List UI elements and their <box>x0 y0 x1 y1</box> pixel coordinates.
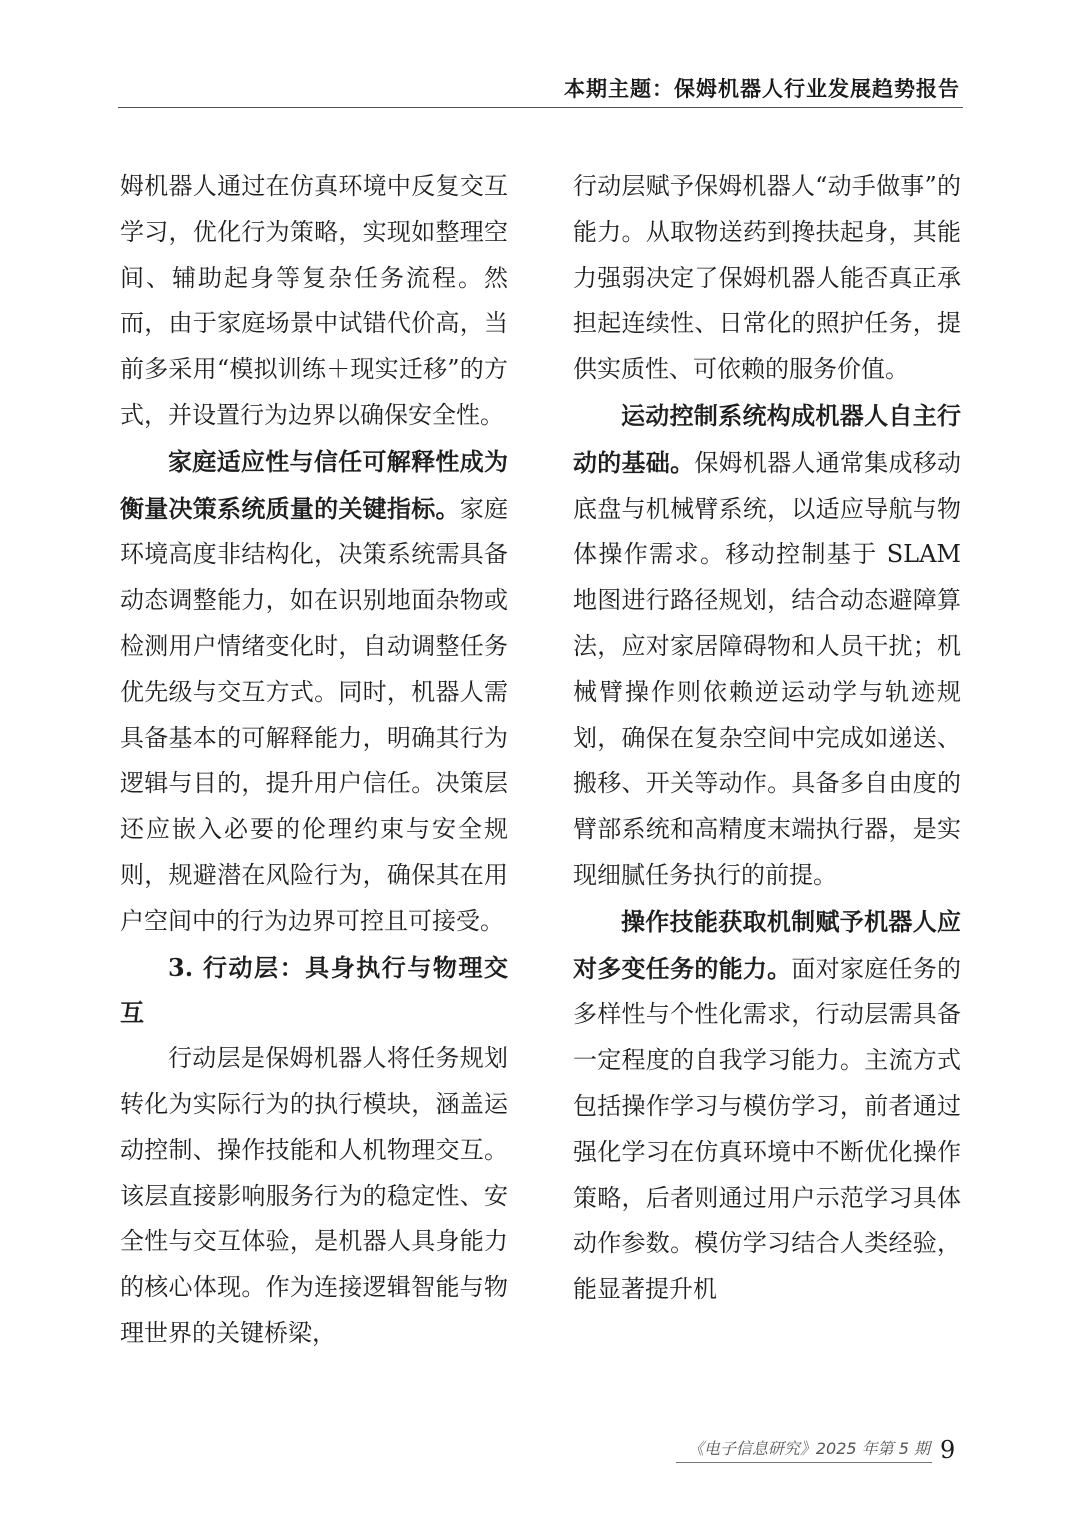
right-paragraph-2-lead: 运动控制系统构成机器人自主行动的基础。 <box>573 400 961 477</box>
header-divider <box>118 107 963 108</box>
left-paragraph-2-lead: 家庭适应性与信任可解释性成为衡量决策系统质量的关键指标。 <box>120 446 508 523</box>
page-number: 9 <box>940 1436 956 1464</box>
right-paragraph-3-lead: 操作技能获取机制赋予机器人应对多变任务的能力。 <box>573 906 961 983</box>
footer-divider <box>676 1462 932 1463</box>
right-paragraph-2 <box>573 393 961 899</box>
right-column <box>573 164 961 1313</box>
right-paragraph-3-body: 面对家庭任务的多样性与个性化需求，行动层需具备一定程度的自我学习能力。主流方式包括操作学习与模仿学习，前者通过强化学习在仿真环境中不断优化操作策略，后者则通过用户示范学习具体动作参数。模仿学习结合人类经验，能显著提升机 <box>573 954 962 1304</box>
right-paragraph-2-body: 保姆机器人通常集成移动底盘与机械臂系统，以适应导航与物体操作需求。移动控制基于 SLAM 地图进行路径规划，结合动态避障算法，应对家居障碍物和人员干扰；机械臂操作则依赖逆运动学与轨迹规划，确保在复杂空间中完成如递送、搬移、开关等动作。具备多自由度的臂部系统和高精度末端执行器，是实现细腻任务执行的前提。 <box>573 448 962 889</box>
left-column <box>120 164 508 1357</box>
footer-journal-info: 《电子信息研究》2025 年第 5 期 <box>687 1439 930 1458</box>
section-subheading: 3. 行动层：具身执行与物理交互 <box>120 952 508 1028</box>
left-paragraph-3: 行动层是保姆机器人将任务规划转化为实际行为的执行模块，涵盖运动控制、操作技能和人机物理交互。该层直接影响服务行为的稳定性、安全性与交互体验，是机器人具身能力的核心体现。作为连接逻辑智能与物理世界的关键桥梁， <box>120 1044 508 1347</box>
left-paragraph-2 <box>120 439 508 945</box>
right-paragraph-1: 行动层赋予保姆机器人“动手做事”的能力。从取物送药到搀扶起身，其能力强弱决定了保姆机器人能否真正承担起连续性、日常化的照护任务，提供实质性、可依赖的服务价值。 <box>573 172 961 384</box>
right-paragraph-3 <box>573 899 961 1313</box>
left-paragraph-1: 姆机器人通过在仿真环境中反复交互学习，优化行为策略，实现如整理空间、辅助起身等复杂任务流程。然而，由于家庭场景中试错代价高，当前多采用“模拟训练＋现实迁移”的方式，并设置行为边界以确保安全性。 <box>120 172 508 429</box>
page-header-title: 本期主题：保姆机器人行业发展趋势报告 <box>564 77 960 101</box>
left-paragraph-2-body: 家庭环境高度非结构化，决策系统需具备动态调整能力，如在识别地面杂物或检测用户情绪变化时，自动调整任务优先级与交互方式。同时，机器人需具备基本的可解释能力，明确其行为逻辑与目的，提升用户信任。决策层还应嵌入必要的伦理约束与安全规则，规避潜在风险行为，确保其在用户空间中的行为边界可控且可接受。 <box>120 494 509 935</box>
